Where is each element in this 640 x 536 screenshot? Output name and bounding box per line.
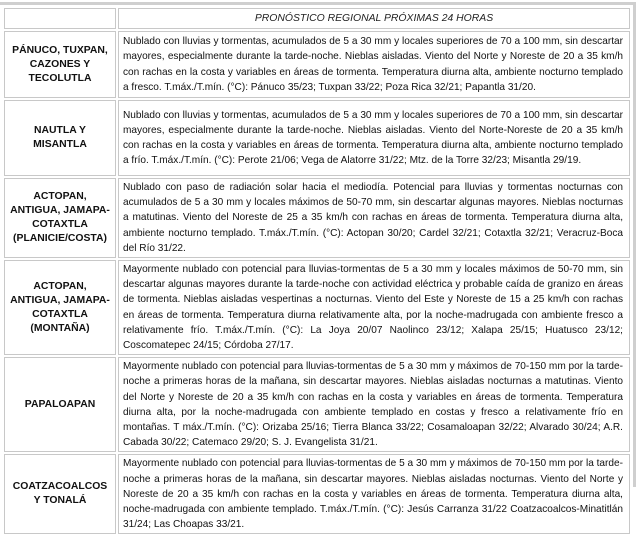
forecast-text: Mayormente nublado con potencial para lluvias-tormentas de 5 a 30 mm y máximos de 70-150 mm por la tarde-noche a primeras horas de la mañana, sin descartar mayores. Nieblas aisladas nocturnas a matutinas. Viento del Norte y Noreste de 20 a 35 km/h con rachas en la costa y variables en áreas de tormenta. Temperatura diurna alta, por la noche-madrugada con ambiente templado en costas y fresco a relativamente frío en montañas. T máx./T.mín. (°C): Orizaba 25/16; Tierra Blanca 33/22; Cosamaloapan 32/22; Alvarado 30/24; A.R. Cabada 30/22; Catemaco 29/20; S. J. Evangelista 31/21. <box>118 357 630 452</box>
table-row <box>4 260 630 355</box>
forecast-text: Mayormente nublado con potencial para lluvias-tormentas de 5 a 30 mm y máximos de 70-150 mm por la tarde-noche a primeras horas de la mañana, sin descartar mayores. Nieblas aisladas nocturnas. Viento del Norte y Noreste de 20 a 35 km/h con rachas en la costa y variables en áreas de tormenta. Temperatura diurna alta, noche-madrugada con ambiente templado. T.máx./T.mín. (°C): Jesús Carranza 31/22 Coatzacoalcos-Minatitlán 31/24; Las Choapas 33/21. <box>118 454 630 534</box>
region-name: PÁNUCO, TUXPAN, CAZONES Y TECOLUTLA <box>4 31 116 98</box>
table-row <box>4 178 630 258</box>
regional-forecast-table <box>2 6 632 536</box>
forecast-text: Nublado con paso de radiación solar hacia el mediodía. Potencial para lluvias y tormentas nocturnas con acumulados de 5 a 30 mm y locales máximos de 50-70 mm, sin descartar algunas mayores. Nieblas nocturnas a matutinas. Viento del Noreste de 25 a 35 km/h con rachas en áreas de tormenta. Temperatura diurna alta, ambiente nocturno templado. T.máx./T.mín. (°C): Actopan 30/20; Cardel 32/21; Cotaxtla 32/21; Veracruz-Boca del Río 31/22. <box>118 178 630 258</box>
table-header-row <box>4 8 630 29</box>
region-name: PAPALOAPAN <box>4 357 116 452</box>
table-row <box>4 31 630 98</box>
table-title: PRONÓSTICO REGIONAL PRÓXIMAS 24 HORAS <box>118 8 630 29</box>
forecast-text: Nublado con lluvias y tormentas, acumulados de 5 a 30 mm y locales superiores de 70 a 100 mm, sin descartar mayores, especialmente durante la tarde-noche. Nieblas aisladas. Viento del Norte y Noreste de 20 a 35 km/h con rachas en la costa y variables en áreas de tormenta. Temperatura diurna alta, ambiente nocturno templado a fresco. T.máx./T.mín. (°C): Pánuco 35/23; Tuxpan 33/22; Poza Rica 32/21; Papantla 31/20. <box>118 31 630 98</box>
region-name: ACTOPAN, ANTIGUA, JAMAPA-COTAXTLA (MONTAÑA) <box>4 260 116 355</box>
region-name: ACTOPAN, ANTIGUA, JAMAPA-COTAXTLA (PLANICIE/COSTA) <box>4 178 116 258</box>
table-row <box>4 100 630 176</box>
forecast-text: Mayormente nublado con potencial para lluvias-tormentas de 5 a 30 mm y locales máximos de 50-70 mm, sin descartar algunas mayores durante la tarde-noche con actividad eléctrica y probable caída de granizo en áreas de tormenta. Nieblas aisladas vespertinas a nocturnas. Viento del Este y Noreste de 15 a 25 km/h con rachas en áreas de tormenta. Temperatura diurna relativamente alta, por la noche-madrugada con ambiente fresco a relativamente frío. T.máx./T.mín. (°C): La Joya 20/07 Naolinco 23/12; Xalapa 25/15; Huatusco 23/12; Coscomatepec 24/15; Córdoba 27/17. <box>118 260 630 355</box>
header-corner-cell <box>4 8 116 29</box>
region-name: COATZACOALCOS Y TONALÁ <box>4 454 116 534</box>
region-name: NAUTLA Y MISANTLA <box>4 100 116 176</box>
table-row <box>4 357 630 452</box>
forecast-text: Nublado con lluvias y tormentas, acumulados de 5 a 30 mm y locales superiores de 70 a 100 mm, sin descartar mayores, especialmente durante la tarde-noche. Nieblas aisladas. Viento del Norte-Noreste de 20 a 35 km/h con rachas en la costa y variables en áreas de tormenta. Temperatura diurna alta, ambiente nocturno templado a frío. T.máx./T.mín. (°C): Perote 21/06; Vega de Alatorre 31/22; Mtz. de la Torre 32/23; Misantla 29/19. <box>118 100 630 176</box>
table-row <box>4 454 630 534</box>
